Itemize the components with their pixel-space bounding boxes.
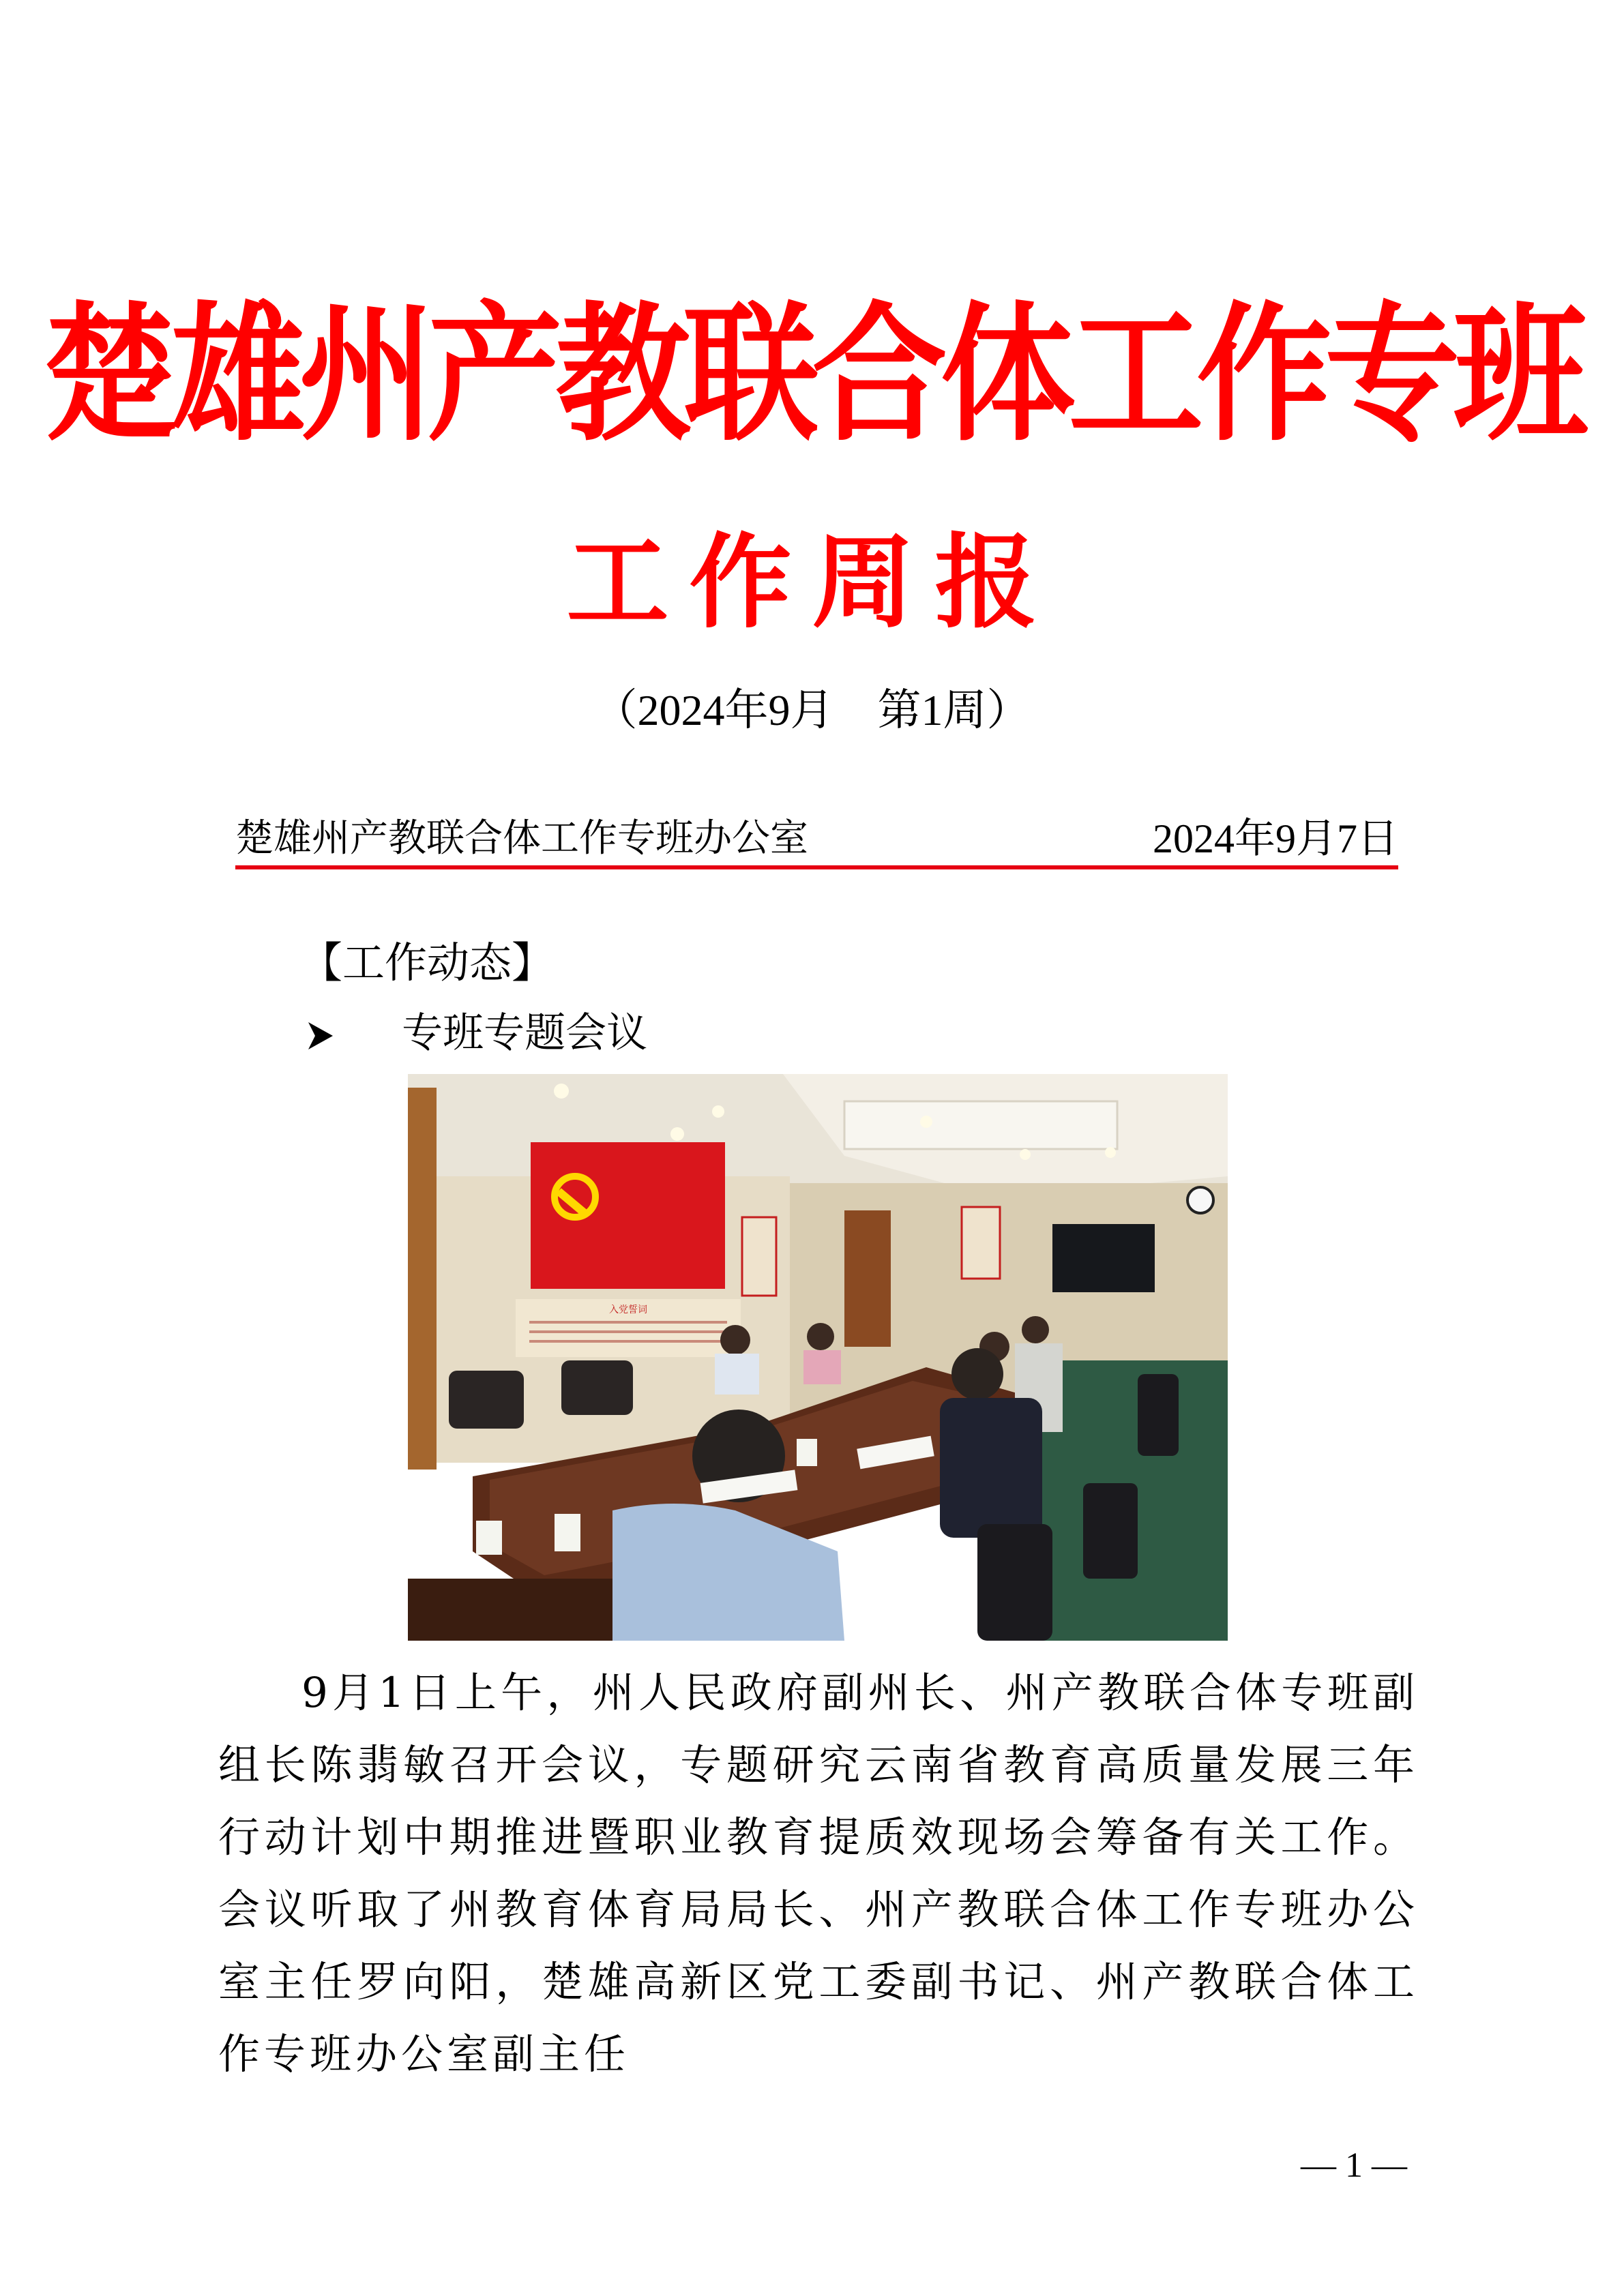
issue-date: 2024年9月7日	[1153, 816, 1398, 861]
poster-title: 入党誓词	[609, 1304, 647, 1315]
list-item	[307, 1006, 647, 1060]
issuer-row	[235, 815, 1398, 863]
party-flag-icon	[531, 1142, 725, 1289]
issuer-org: 楚雄州产教联合体工作专班办公室	[235, 816, 808, 861]
arrow-bullet-icon	[307, 1006, 389, 1060]
masthead-title: 楚雄州产教联合体工作专班	[42, 286, 1582, 462]
masthead-subtitle: 工作周报	[566, 524, 1058, 642]
meeting-photo	[408, 1074, 1228, 1641]
section-heading: 【工作动态】	[300, 938, 555, 987]
red-divider	[235, 865, 1398, 869]
body-paragraph: 9月1日上午，州人民政府副州长、州产教联合体专班副组长陈翡敏召开会议，专题研究云南省教育高质量发展三年行动计划中期推进暨职业教育提质效现场会筹备有关工作。会议听取了州教育体育局局长、州产教联合体工作专班办公室主任罗向阳，楚雄高新区党工委副书记、州产教联合体工作专班办公室副主任	[218, 1669, 1419, 2078]
issue-line: （2024年9月 第1周）	[593, 686, 1031, 734]
page-number: — 1 —	[1301, 2146, 1407, 2185]
list-item-label: 专班专题会议	[402, 1009, 648, 1057]
